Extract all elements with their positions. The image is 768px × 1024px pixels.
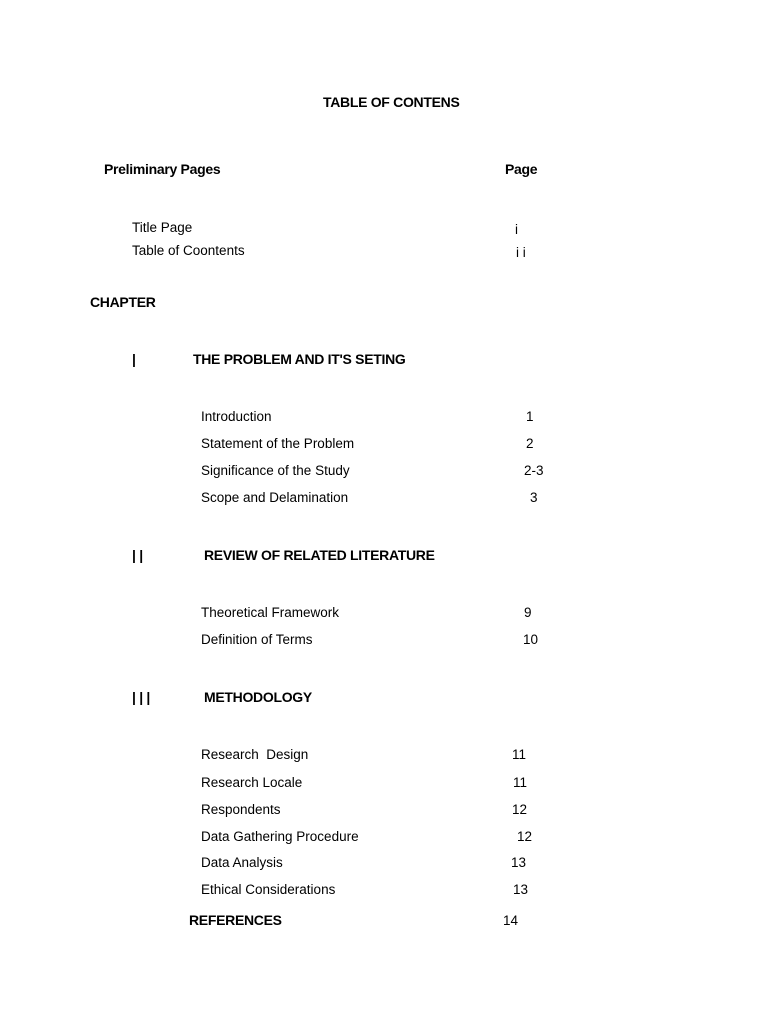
chapter-heading: CHAPTER (90, 294, 156, 310)
chapter-numeral: | | (132, 547, 143, 563)
toc-entry-label: Research Design (201, 747, 309, 762)
page-column-heading: Page (505, 161, 538, 177)
toc-entry-page: 2-3 (524, 463, 544, 478)
toc-entry-label: Data Gathering Procedure (201, 829, 359, 844)
toc-entry-page: 10 (523, 632, 539, 647)
toc-entry-label: Ethical Considerations (201, 882, 336, 897)
references-page: 14 (503, 913, 519, 928)
toc-entry-page: i (515, 222, 518, 237)
toc-entry-page: 3 (530, 490, 538, 505)
toc-entry-page: 11 (513, 775, 528, 790)
toc-entry-label: Introduction (201, 409, 272, 424)
toc-entry-page: 13 (511, 855, 527, 870)
document-title: TABLE OF CONTENS (323, 94, 460, 110)
references-heading: REFERENCES (189, 912, 282, 928)
toc-entry-label: Data Analysis (201, 855, 283, 870)
chapter-title: REVIEW OF RELATED LITERATURE (204, 547, 435, 563)
toc-entry-page: 1 (526, 409, 534, 424)
chapter-numeral: | | | (132, 689, 151, 705)
toc-entry-label: Significance of the Study (201, 463, 350, 478)
toc-entry-page: 11 (512, 747, 527, 762)
toc-entry-label: Respondents (201, 802, 281, 817)
toc-entry-page: 9 (524, 605, 532, 620)
toc-entry-label: Table of Coontents (132, 243, 245, 258)
chapter-title: METHODOLOGY (204, 689, 312, 705)
chapter-numeral: | (132, 351, 136, 367)
toc-entry-label: Research Locale (201, 775, 303, 790)
preliminary-heading: Preliminary Pages (104, 161, 221, 177)
toc-entry-page: 2 (526, 436, 534, 451)
toc-entry-label: Definition of Terms (201, 632, 313, 647)
toc-entry-page: 12 (512, 802, 528, 817)
toc-entry-page: 12 (517, 829, 533, 844)
toc-entry-label: Theoretical Framework (201, 605, 340, 620)
toc-entry-page: i i (516, 245, 526, 260)
chapter-title: THE PROBLEM AND IT'S SETING (193, 351, 406, 367)
toc-entry-label: Scope and Delamination (201, 490, 349, 505)
toc-entry-label: Statement of the Problem (201, 436, 355, 451)
toc-entry-label: Title Page (132, 220, 193, 235)
toc-entry-page: 13 (513, 882, 529, 897)
